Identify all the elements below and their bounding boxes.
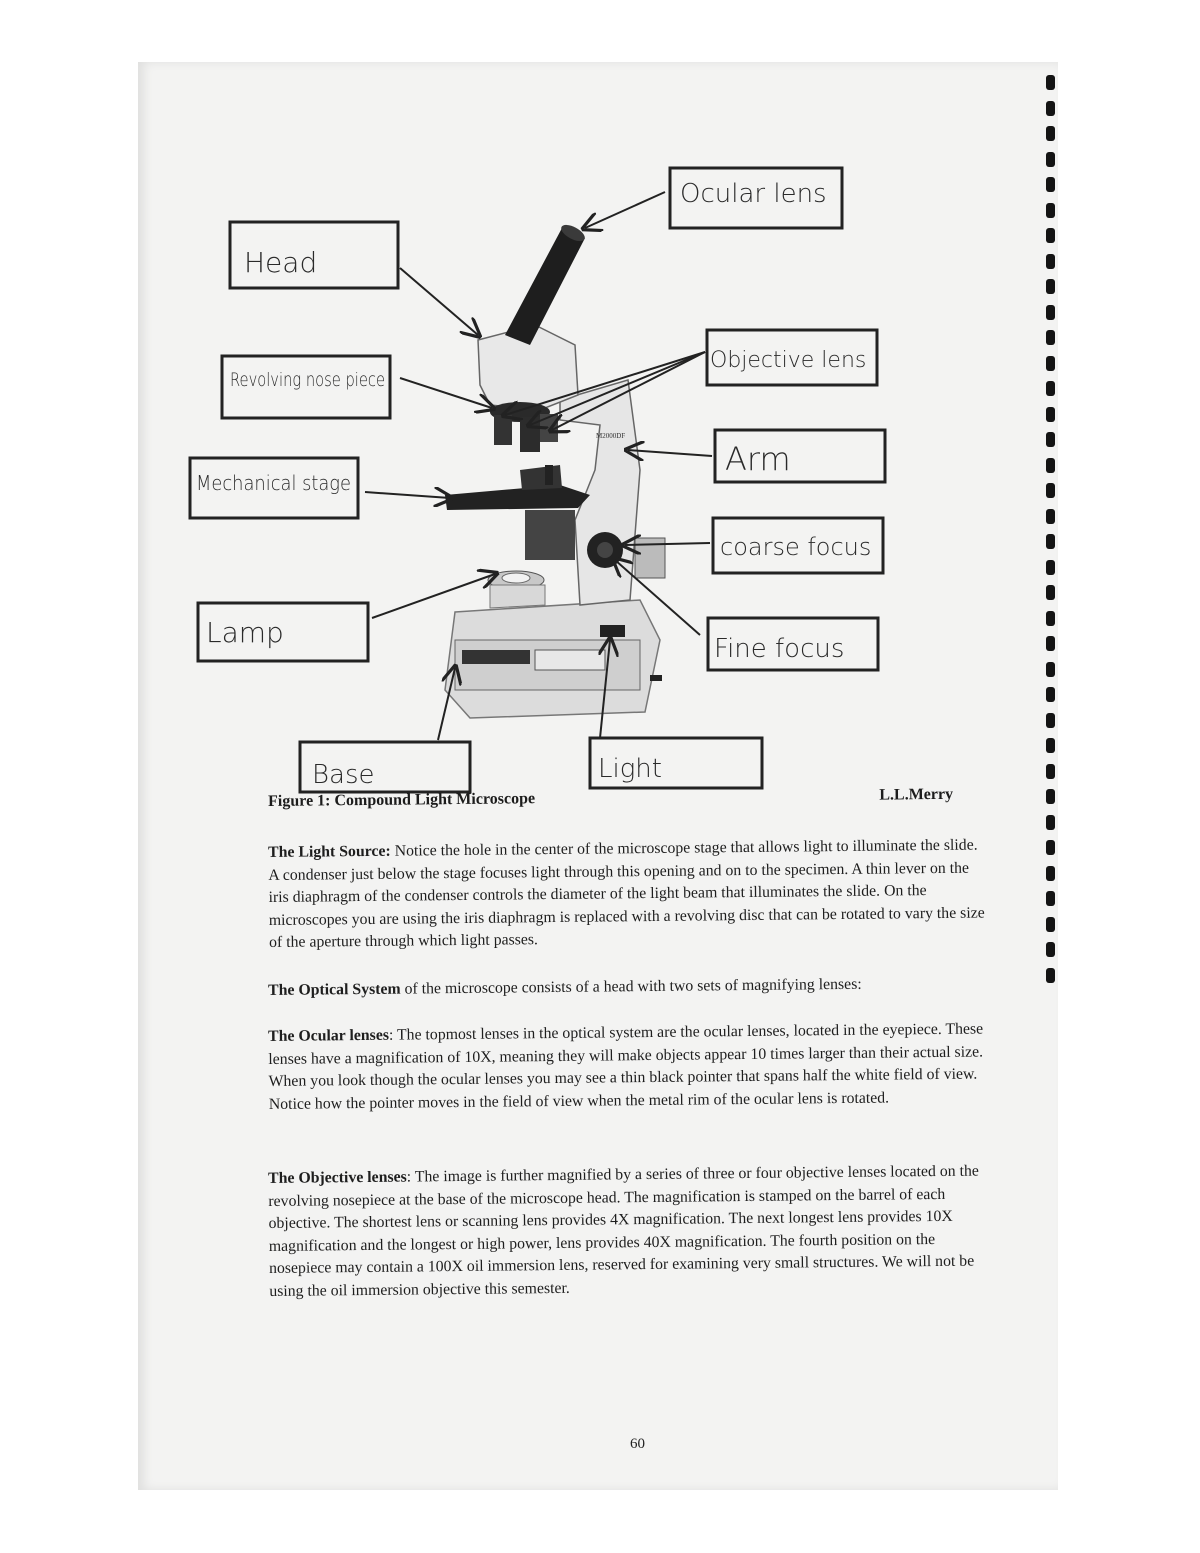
label-lamp (198, 603, 368, 661)
figure-caption-title: Figure 1: Compound Light Microscope (268, 790, 536, 810)
svg-text:Fine focus: Fine focus (714, 634, 845, 664)
heading-light-source: The Light Source: (268, 842, 391, 861)
svg-text:Mechanical stage (196, 471, 351, 495)
svg-text:Base: Base (312, 760, 375, 790)
svg-text:Ocular lens: Ocular lens (680, 179, 827, 209)
svg-text:Lamp: Lamp (206, 616, 284, 649)
label-arm (715, 430, 885, 482)
text-light-source: Notice the hole in the center of the microscope stage that allows light to illuminate the slide. A condenser just below the stage focuses light through this opening and on to the specimen. A thin lever on the iris diaphragm of the condenser controls the diameter of the light beam that illuminates the slide. On the microscopes you are using the iris diaphragm is replaced with a revolving disc that can be rotated to vary the size of the aperture through which light passes. (268, 836, 985, 951)
text-objective-lenses: : The image is further magnified by a series of three or four objective lenses located on the revolving nosepiece at the base of the microscope head. The magnification is stamped on the barrel of each objective. The shortest lens or scanning lens provides 4X magnification. The next longest lens provides 10X magnification and the longest or high power, lens provides 40X magnification. The fourth position on the nosepiece may contain a 100X oil immersion lens, reserved for examining very small structures. We will not be using the oil immersion objective this semester. (268, 1162, 979, 1300)
binding-coil (1046, 891, 1055, 906)
label-base (300, 742, 470, 792)
label-light (590, 738, 762, 788)
nosepiece-label-text: Revolving nose piece (230, 369, 385, 391)
binding-coil (1046, 840, 1055, 855)
svg-text:Revolving nose piece (230, 369, 385, 391)
microscope-illustration (445, 222, 665, 718)
label-revolving-nose-piece (222, 356, 390, 418)
heading-objective-lenses: The Objective lenses (268, 1168, 407, 1187)
figure-caption-author: L.L.Merry (879, 785, 954, 804)
label-ocular-lens (670, 168, 842, 228)
label-mechanical-stage (190, 458, 358, 518)
page-number: 60 (630, 1436, 645, 1452)
paragraph-ocular-lenses (268, 1018, 987, 1116)
heading-optical-system: The Optical System (268, 980, 401, 999)
label-objective-lens (707, 330, 877, 385)
label-coarse-focus (713, 518, 883, 573)
binding-coil (1046, 917, 1055, 932)
text-ocular-lenses: : The topmost lenses in the optical system are the ocular lenses, located in the eyepiece. These lenses have a magnification of 10X, meaning they will make objects appear 10 times larger than their actual size. When you look though the ocular lenses you may see a thin black pointer that spans half the white field of view. Notice how the pointer moves in the field of view when the metal rim of the ocular lens is rotated. (268, 1020, 984, 1113)
svg-text:Arm: Arm (725, 440, 791, 478)
svg-text:Objective lens: Objective lens (710, 348, 867, 373)
binding-coil (1046, 942, 1055, 957)
svg-text:Head: Head (244, 246, 318, 279)
label-fine-focus (708, 618, 878, 670)
binding-coil (1046, 968, 1055, 983)
svg-text:coarse focus: coarse focus (720, 533, 872, 561)
heading-ocular-lenses: The Ocular lenses (268, 1026, 390, 1045)
binding-coil (1046, 866, 1055, 881)
stage-label-text: Mechanical stage (196, 471, 351, 495)
paragraph-objective-lenses (268, 1160, 987, 1303)
text-optical-system: of the microscope consists of a head with two sets of magnifying lenses: (400, 975, 862, 998)
svg-text:M2000DF: M2000DF (596, 432, 626, 440)
paragraph-light-source (268, 834, 987, 954)
binding-coil (1046, 815, 1055, 830)
label-head (230, 222, 398, 288)
svg-text:Light: Light (598, 754, 662, 784)
